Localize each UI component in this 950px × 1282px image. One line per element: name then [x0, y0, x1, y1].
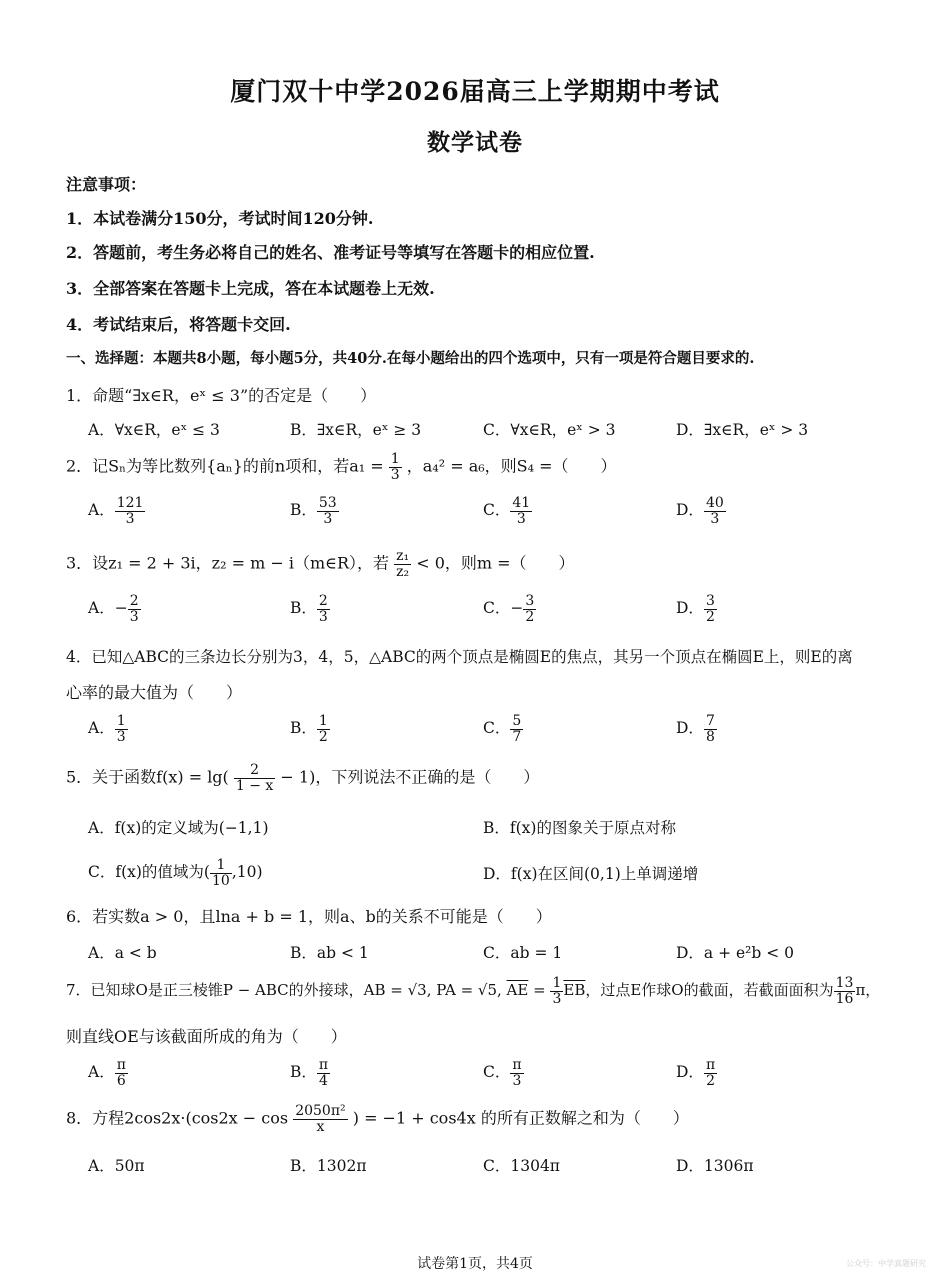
- q5-c-text-a: C．f(x)的值域为(: [88, 863, 210, 882]
- q3-d-label: D．: [676, 599, 704, 618]
- q7-eq: =: [528, 981, 551, 1000]
- q3-c-num: 3: [525, 593, 535, 609]
- q7-frac2-num: 13: [835, 975, 854, 991]
- question-7-stem-line2: 则直线OE与该截面所成的角为（ ）: [66, 1027, 347, 1046]
- q7-stem-a: 7．已知球O是正三棱锥P − ABC的外接球，AB = √3, PA = √5,: [66, 981, 507, 1000]
- q3-c-den: 2: [525, 608, 535, 625]
- q2-a1-num: 1: [390, 451, 400, 467]
- q3-option-b: [290, 594, 330, 624]
- q7-a-num: π: [116, 1057, 126, 1073]
- q7-option-a: [88, 1058, 128, 1088]
- q4-b-num: 1: [318, 713, 328, 729]
- q2-a-num: 121: [116, 495, 144, 511]
- q7-frac1-num: 1: [552, 975, 562, 991]
- q5-option-a: A．f(x)的定义域为(−1,1): [88, 819, 269, 837]
- q8-stem-a: 8．方程2cos2x·(cos2x − cos: [66, 1108, 289, 1128]
- q4-d-label: D．: [676, 719, 704, 738]
- q8-option-b: B．1302π: [290, 1157, 367, 1175]
- q7-c-den: 3: [512, 1072, 522, 1089]
- q8-option-d: D．1306π: [676, 1157, 754, 1175]
- question-6-stem: 6．若实数a > 0，且lna + b = 1，则a、b的关系不可能是（ ）: [66, 907, 552, 926]
- q7-a-den: 6: [116, 1072, 126, 1089]
- q5-option-c: [88, 858, 263, 888]
- q8-num: 2050π²: [295, 1103, 346, 1119]
- q1-option-d: D．∃x∈R，eˣ > 3: [676, 421, 809, 439]
- note-item: 3．全部答案在答题卡上完成，答在本试题卷上无效.: [66, 279, 435, 298]
- q2-d-den: 3: [710, 510, 720, 527]
- q8-option-a: A．50π: [88, 1157, 145, 1175]
- q7-c-label: C．: [483, 1063, 511, 1082]
- q7-vector-eb: $\overline{EB}$: [563, 981, 586, 1000]
- question-2-stem: [66, 452, 617, 482]
- question-4-stem-line2: 心率的最大值为（ ）: [66, 683, 243, 702]
- q5-fraction: [234, 763, 275, 793]
- q4-d-num: 7: [705, 713, 715, 729]
- q1-option-a: A．∀x∈R，eˣ ≤ 3: [88, 421, 220, 439]
- q2-a1-den: 3: [390, 466, 400, 483]
- q5-option-b: B．f(x)的图象关于原点对称: [483, 819, 676, 837]
- q2-b-den: 3: [323, 510, 333, 527]
- q2-a-label: A．: [88, 501, 115, 520]
- q2-option-c: [483, 496, 532, 526]
- q3-option-d: [676, 594, 717, 624]
- q7-b-den: 4: [319, 1072, 328, 1089]
- q7-b-label: B．: [290, 1063, 317, 1082]
- q4-d-den: 8: [705, 728, 715, 745]
- q4-a-den: 3: [116, 728, 126, 745]
- q3-z-num: z₁: [396, 548, 410, 564]
- q8-fraction: [293, 1104, 347, 1134]
- q7-c-num: π: [512, 1057, 522, 1073]
- q4-option-a: [88, 714, 128, 744]
- q3-b-den: 3: [318, 608, 328, 625]
- exam-title: 厦门双十中学2026届高三上学期期中考试: [230, 77, 720, 106]
- q7-stem-c: π，: [855, 981, 881, 1000]
- q3-a-num: 2: [129, 593, 139, 609]
- question-5-stem: [66, 763, 539, 793]
- q2-a1-fraction: [389, 452, 402, 482]
- q4-b-label: B．: [290, 719, 317, 738]
- q7-d-num: π: [705, 1057, 716, 1073]
- section-heading: 一、选择题：本题共8小题，每小题5分，共40分.在每小题给出的四个选项中，只有一项是符合题目要求的.: [66, 350, 755, 367]
- q6-option-b: B．ab < 1: [290, 944, 369, 962]
- q4-option-c: [483, 714, 523, 744]
- q4-a-label: A．: [88, 719, 115, 738]
- q8-stem-b: ) = −1 + cos4x 的所有正数解之和为（ ）: [352, 1108, 689, 1128]
- q7-option-d: [676, 1058, 717, 1088]
- question-7-stem-line1: [66, 976, 880, 1006]
- note-item: 1．本试卷满分150分，考试时间120分钟.: [66, 209, 374, 228]
- q5-stem-a: 5．关于函数f(x) = lg(: [66, 767, 229, 787]
- q7-frac1-den: 3: [552, 990, 562, 1007]
- q3-z-fraction: [394, 549, 411, 579]
- notes-heading: 注意事项：: [66, 175, 147, 194]
- q3-c-label: C．−: [483, 599, 524, 618]
- q6-option-a: A．a < b: [88, 944, 157, 962]
- q2-d-label: D．: [676, 501, 704, 520]
- q5-num: 2: [234, 763, 275, 779]
- q6-option-d: D．a + e²b < 0: [676, 944, 795, 962]
- q3-b-label: B．: [290, 599, 317, 618]
- q3-stem-b: < 0，则m =（ ）: [416, 553, 575, 573]
- q2-c-den: 3: [516, 510, 526, 527]
- q2-c-label: C．: [483, 501, 511, 520]
- q4-option-b: [290, 714, 330, 744]
- q3-option-a: [88, 594, 141, 624]
- q3-d-num: 3: [705, 593, 715, 609]
- q5-option-d: D．f(x)在区间(0,1)上单调递增: [483, 865, 699, 883]
- q3-z-den: z₂: [396, 563, 410, 580]
- q7-d-den: 2: [706, 1072, 715, 1089]
- q3-option-c: [483, 594, 536, 624]
- q8-den: x: [316, 1118, 325, 1135]
- question-1-stem: 1．命题“∃x∈R，eˣ ≤ 3”的否定是（ ）: [66, 386, 377, 405]
- q3-a-den: 3: [129, 608, 139, 625]
- q3-a-label: A．−: [88, 599, 128, 618]
- q2-c-num: 41: [512, 495, 531, 511]
- page-footer: 试卷第1页，共4页: [417, 1256, 533, 1272]
- q7-vector-ae: $\overline{AE}$: [506, 981, 529, 1000]
- q5-c-text-b: ,10): [231, 863, 263, 882]
- q8-option-c: C．1304π: [483, 1157, 560, 1175]
- q2-stem-b: ，a₄² = a₆，则S₄ =（ ）: [406, 456, 617, 476]
- q7-d-label: D．: [676, 1063, 704, 1082]
- q5-stem-b: − 1)，下列说法不正确的是（ ）: [280, 767, 540, 787]
- exam-subtitle: 数学试卷: [427, 129, 523, 156]
- q4-b-den: 2: [318, 728, 328, 745]
- q4-c-label: C．: [483, 719, 511, 738]
- q5-den: 1 − x: [235, 777, 274, 794]
- q7-stem-b: ，过点E作球O的截面，若截面面积为: [585, 981, 834, 1000]
- note-item: 4．考试结束后，将答题卡交回.: [66, 315, 291, 334]
- question-4-stem-line1: 4．已知△ABC的三条边长分别为3，4，5，△ABC的两个顶点是椭圆E的焦点，其另一个顶点在椭圆E上，则E的离: [66, 648, 853, 666]
- q2-a-den: 3: [125, 510, 135, 527]
- q1-option-c: C．∀x∈R，eˣ > 3: [483, 421, 616, 439]
- q2-b-label: B．: [290, 501, 317, 520]
- q5-c-den: 10: [211, 872, 230, 889]
- q2-d-num: 40: [705, 495, 724, 511]
- q4-c-num: 5: [512, 713, 522, 729]
- q7-a-label: A．: [88, 1063, 115, 1082]
- q6-option-c: C．ab = 1: [483, 944, 563, 962]
- q4-option-d: [676, 714, 717, 744]
- q3-stem-a: 3．设z₁ = 2 + 3i，z₂ = m − i（m∈R），若: [66, 553, 390, 573]
- question-8-stem: [66, 1104, 689, 1134]
- note-item: 2．答题前，考生务必将自己的姓名、准考证号等填写在答题卡的相应位置.: [66, 243, 595, 262]
- q3-d-den: 2: [705, 608, 715, 625]
- q4-c-den: 7: [512, 728, 522, 745]
- q7-b-num: π: [318, 1057, 329, 1073]
- q2-option-a: [88, 496, 145, 526]
- q3-b-num: 2: [318, 593, 328, 609]
- q2-option-d: [676, 496, 726, 526]
- q5-c-num: 1: [210, 858, 232, 874]
- watermark: 公众号：中学真题研究: [846, 1259, 926, 1268]
- q2-stem-a: 2．记Sₙ为等比数列{aₙ}的前n项和，若a₁ =: [66, 456, 384, 476]
- q2-option-b: [290, 496, 339, 526]
- q1-option-b: B．∃x∈R，eˣ ≥ 3: [290, 421, 422, 439]
- q7-option-b: [290, 1058, 330, 1088]
- q7-frac2-den: 16: [835, 990, 854, 1007]
- q7-option-c: [483, 1058, 524, 1088]
- q2-b-num: 53: [318, 495, 337, 511]
- q4-a-num: 1: [116, 713, 126, 729]
- question-3-stem: [66, 549, 575, 579]
